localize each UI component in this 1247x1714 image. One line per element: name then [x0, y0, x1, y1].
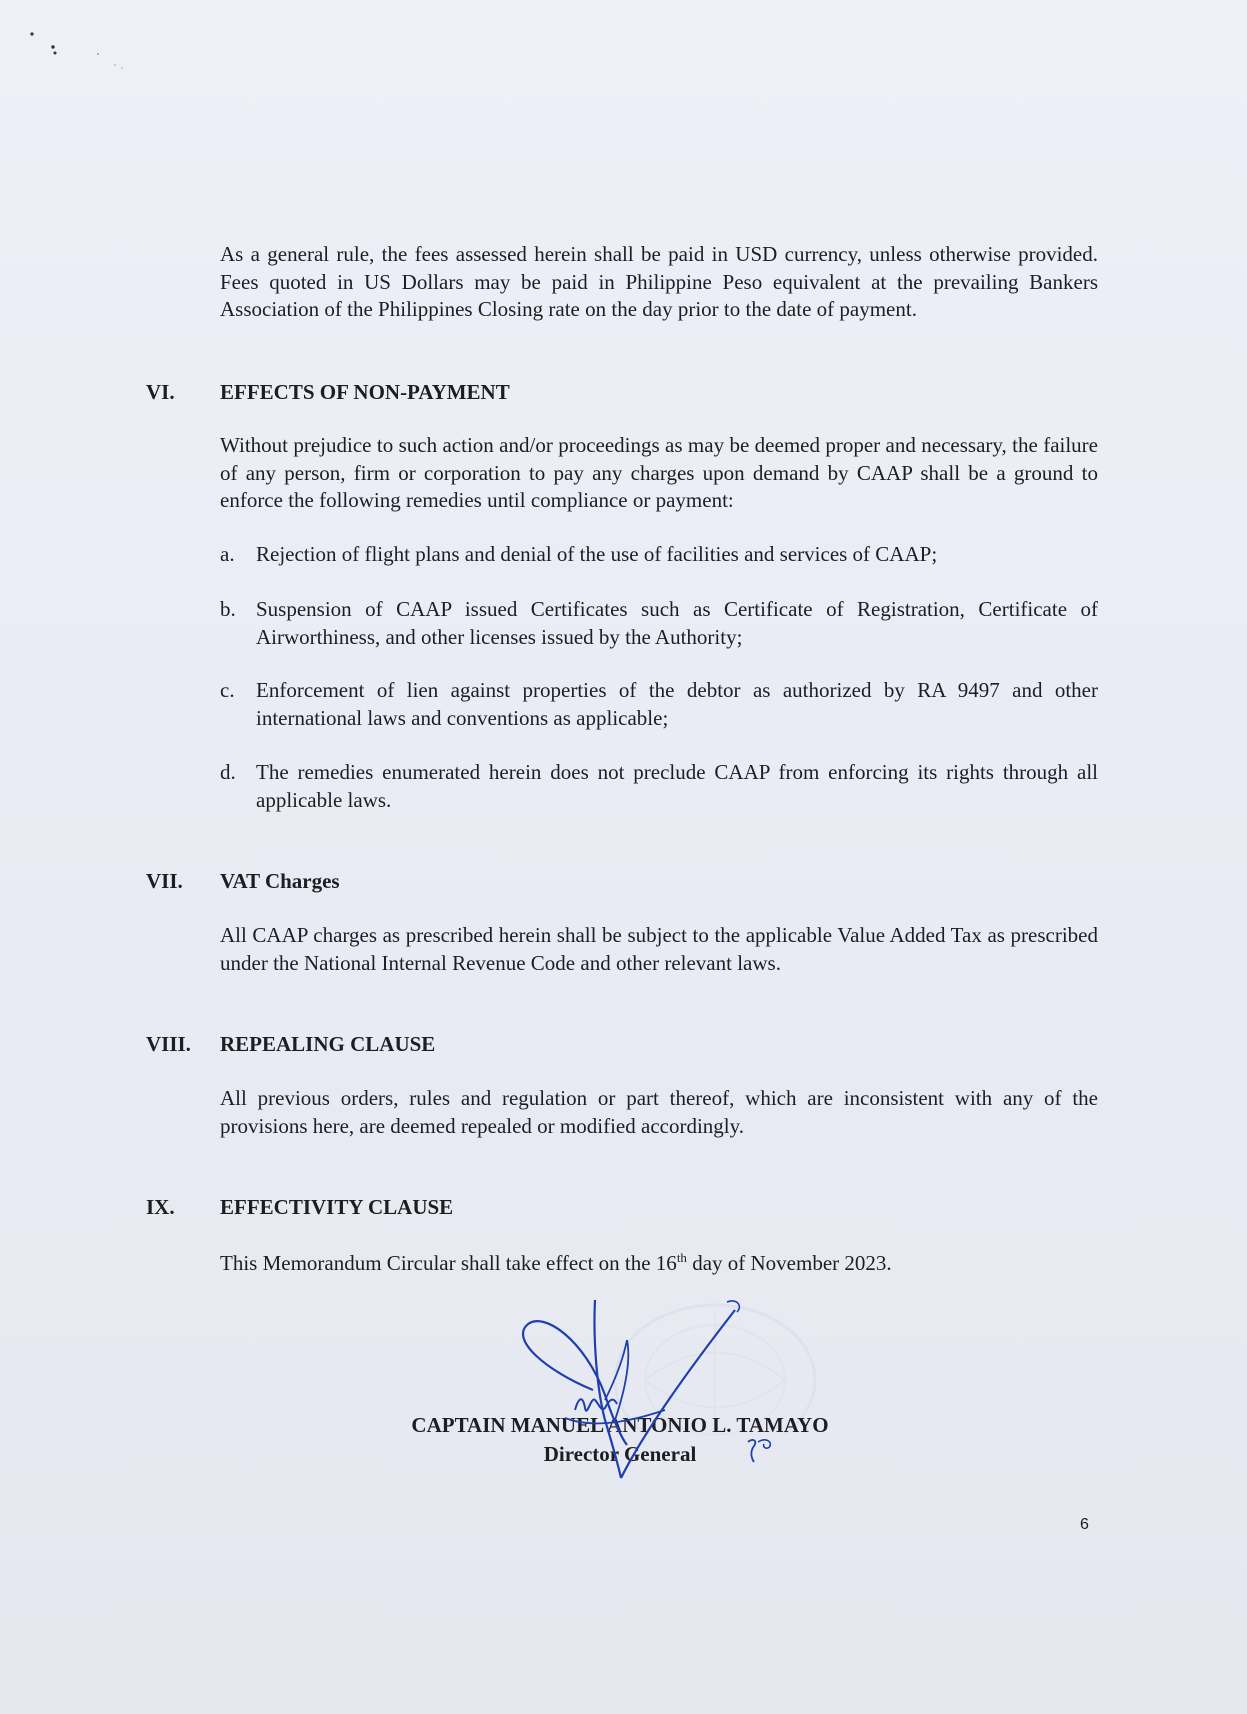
list-item-c: [220, 677, 1098, 732]
section-vi-number: VI.: [146, 380, 175, 404]
section-vi-title: EFFECTS OF NON-PAYMENT: [220, 380, 510, 404]
handwritten-signature-icon: [505, 1300, 765, 1485]
list-item-a: [220, 541, 1098, 569]
list-item-d: [220, 759, 1098, 814]
effectivity-text-end: day of November 2023.: [686, 1251, 892, 1275]
intro-paragraph: As a general rule, the fees assessed herein shall be paid in USD currency, unless otherwise provided. Fees quoted in US Dollars may be paid in Philippine Peso equivalent at the prevailing Bankers Association of the Philippines Closing rate on the day prior to the date of payment.: [220, 242, 1098, 321]
list-marker: a.: [220, 542, 235, 566]
section-viii-body: All previous orders, rules and regulation or part thereof, which are inconsistent with any of the provisions here, are deemed repealed or modified accordingly.: [220, 1086, 1098, 1138]
signatory-name: CAPTAIN MANUEL ANTONIO L. TAMAYO: [411, 1413, 829, 1437]
list-text: The remedies enumerated herein does not preclude CAAP from enforcing its rights through all applicable laws.: [256, 760, 1098, 812]
section-viii-title: REPEALING CLAUSE: [220, 1032, 436, 1056]
scan-specks: [20, 22, 140, 82]
handwritten-initials-icon: [742, 1436, 782, 1466]
list-text: Enforcement of lien against properties of the debtor as authorized by RA 9497 and other international laws and conventions as applicable;: [256, 678, 1098, 730]
list-marker: c.: [220, 678, 235, 702]
ordinal-suffix: th: [676, 1250, 687, 1265]
page-number: 6: [1080, 1516, 1089, 1533]
list-marker: d.: [220, 760, 236, 784]
section-vii-body: All CAAP charges as prescribed herein shall be subject to the applicable Value Added Tax as prescribed under the National Internal Revenue Code and other relevant laws.: [220, 923, 1098, 975]
list-text: Suspension of CAAP issued Certificates such as Certificate of Registration, Certificate of Airworthiness, and other licenses issued by the Authority;: [256, 597, 1098, 649]
effectivity-text-start: This Memorandum Circular shall take effect on the 16: [220, 1251, 677, 1275]
section-ix-body: [220, 1250, 1098, 1278]
list-marker: b.: [220, 597, 236, 621]
section-vii-title: VAT Charges: [220, 869, 340, 893]
list-item-b: [220, 596, 1098, 651]
list-text: Rejection of flight plans and denial of the use of facilities and services of CAAP;: [256, 542, 938, 566]
signatory-title: Director General: [543, 1442, 697, 1466]
section-vi-body: Without prejudice to such action and/or proceedings as may be deemed proper and necessary, the failure of any person, firm or corporation to pay any charges upon demand by CAAP shall be a ground to enforce the following remedies until compliance or payment:: [220, 433, 1098, 512]
section-ix-number: IX.: [146, 1195, 175, 1219]
section-ix-title: EFFECTIVITY CLAUSE: [220, 1195, 454, 1219]
section-vii-number: VII.: [146, 869, 183, 893]
section-viii-number: VIII.: [146, 1032, 191, 1056]
